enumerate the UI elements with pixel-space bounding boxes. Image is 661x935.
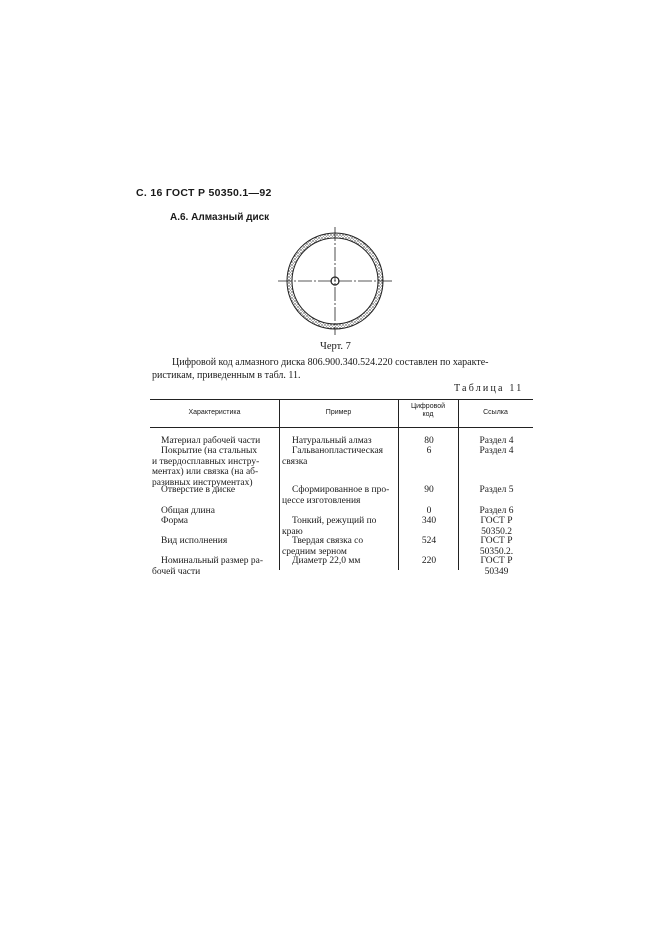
diamond-disc-drawing [270, 225, 400, 337]
col-divider-2 [398, 399, 399, 570]
table-header-rule [150, 427, 533, 428]
col-divider-3 [458, 399, 459, 570]
paragraph-line-1: Цифровой код алмазного диска 806.900.340.524.220 составлен по характе- [172, 357, 489, 368]
col-divider-1 [279, 399, 280, 570]
header-reference: Ссылка [483, 409, 508, 416]
section-title: А.6. Алмазный диск [170, 212, 270, 223]
table-title: Таблица 11 [454, 383, 524, 394]
table-top-rule [150, 399, 533, 400]
paragraph-line-2: ристикам, приведенным в табл. 11. [152, 369, 301, 381]
header-code: Цифровой код [410, 403, 446, 418]
header-example: Пример [325, 409, 352, 416]
header-characteristic: Характеристика [188, 409, 241, 416]
page-header: С. 16 ГОСТ Р 50350.1—92 [136, 187, 272, 199]
body-paragraph [152, 357, 532, 382]
figure-caption: Черт. 7 [320, 341, 351, 352]
